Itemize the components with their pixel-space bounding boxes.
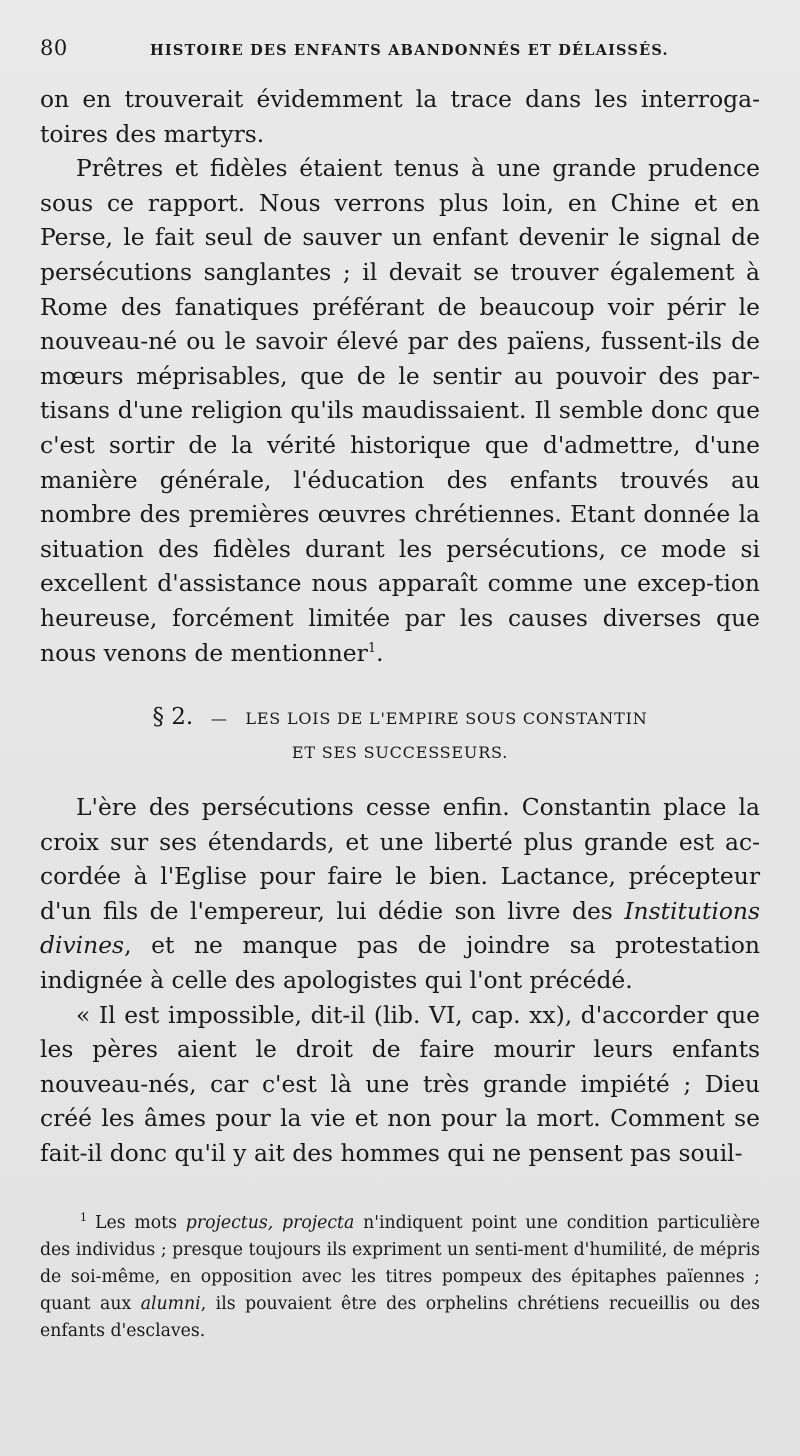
paragraph-constantin-text-b: , et ne manque pas de joindre sa protestation indignée à celle des apologistes qui l'ont précédé. [40,931,760,995]
page-number: 80 [40,36,68,60]
footnote-separator [40,1199,760,1200]
section-dash: — [210,709,228,729]
running-title: HISTOIRE DES ENFANTS ABANDONNÉS ET DÉLAISSÉS. [150,42,669,59]
section-number: § 2. [152,704,194,731]
book-title-italic: Institutions divines [40,896,760,960]
footnote-italic-2: alumni [140,1294,201,1315]
footnote-text-1: Les mots [95,1212,186,1233]
paragraph-prudence-text: Prêtres et fidèles étaient tenus à une grande prudence sous ce rapport. Nous verrons plus loin, en Chine et en Perse, le fait seul de sauver un enfant devenir le signal de persécutions sanglantes ; il devait se trouver également à Rome des fanatiques préférant de beaucoup voir périr le nouveau-né ou le savoir élevé par des païens, fussent-ils de mœurs méprisables, que de le sentir au pouvoir des par-tisans d'une religion qu'ils maudissaient. Il semble donc que c'est sortir de la vérité historique que d'admettre, d'une manière générale, l'éducation des enfants trouvés au nombre des premières œuvres chrétiennes. Etant donnée la situation des fidèles durant les persécutions, ce mode si excellent d'assistance nous apparaît comme une excep-tion heureuse, forcément limitée par les causes diverses que nous venons de mentionner [40,154,760,667]
paragraph-prudence [40,151,760,670]
section-heading-line1 [40,700,760,736]
footnote-text-2: n'indiquent point une condition particulière des individus ; presque toujours ils expriment un senti-ment d'humilité, de mépris de soi-même, en opposition avec les titres pompeux des épitaphes païennes ; quant aux [40,1212,760,1315]
paragraph-prudence-end: . [376,638,384,667]
paragraph-quotation: « Il est impossible, dit-il (lib. VI, cap. xx), d'accorder que les pères aient le droit de faire mourir leurs enfants nouveau-nés, car c'est là une très grande impiété ; Dieu créé les âmes pour la vie et non pour la mort. Comment se fait-il donc qu'il y ait des hommes qui ne pensent pas souil- [40,1000,760,1168]
footnote-text-3: , ils pouvaient être des orphelins chrétiens recueillis ou des enfants d'esclaves. [40,1294,760,1342]
section-heading [40,700,760,770]
footnote-mark: 1 [80,1210,87,1224]
section-title-line2: ET SES SUCCESSEURS. [291,743,509,763]
footnote [40,1210,760,1346]
footnote-reference: 1 [367,640,377,656]
body-text [40,82,760,1171]
page-header [40,36,760,70]
footnote-italic-1: projectus, projecta [185,1212,355,1233]
paragraph-continuation: on en trouverait évidemment la trace dans les interroga-toires des martyrs. [40,85,760,148]
paragraph-constantin [40,790,760,998]
section-title-line1: LES LOIS DE L'EMPIRE SOUS CONSTANTIN [245,709,648,729]
paragraph-constantin-text-a: L'ère des persécutions cesse enfin. Constantin place la croix sur ses étendards, et une liberté plus grande est ac-cordée à l'Eglise pour faire le bien. Lactance, précepteur d'un fils de l'empereur, lui dédie son livre des [40,793,760,925]
